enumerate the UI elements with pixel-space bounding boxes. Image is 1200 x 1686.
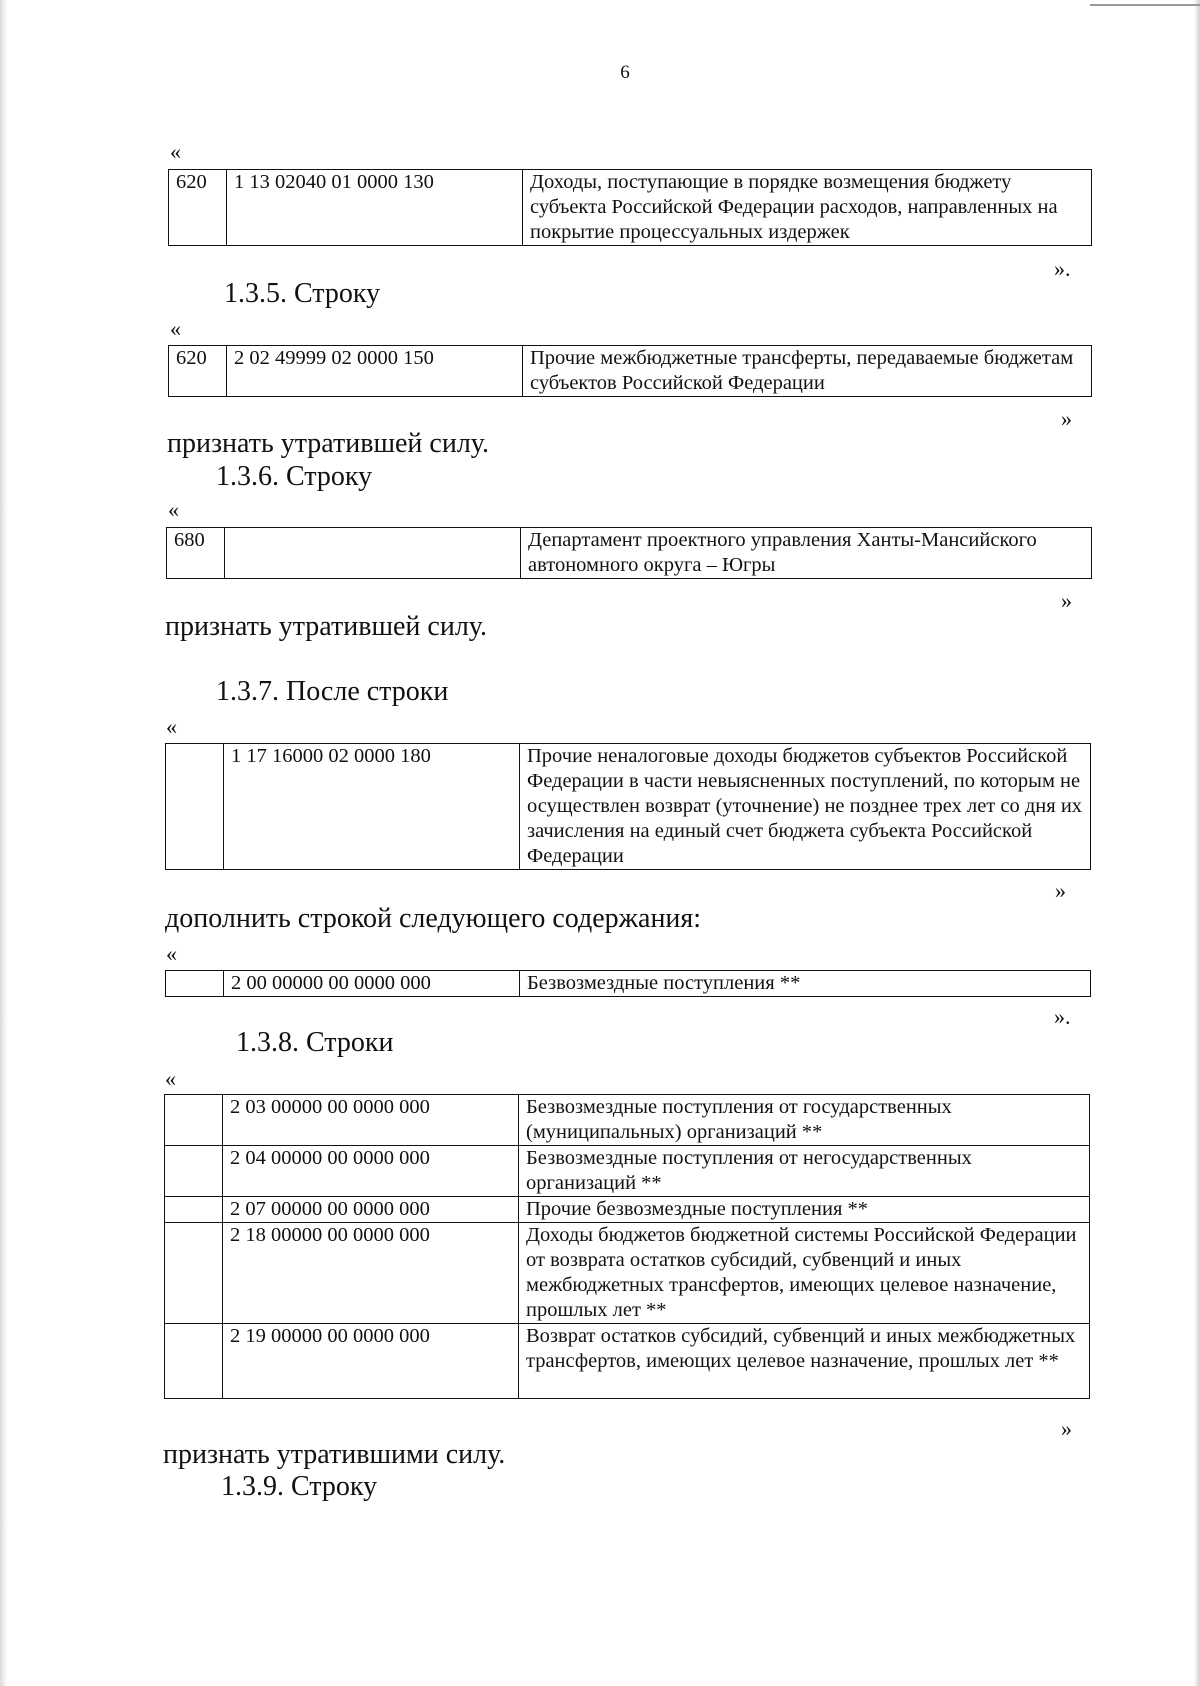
cell-code: 2 02 49999 02 0000 150 xyxy=(227,346,523,397)
cell-num xyxy=(166,744,224,870)
cell-text: Доходы бюджетов бюджетной системы Российской Федерации от возврата остатков субсидий, субвенций и иных межбюджетных трансфертов, имеющих целевое назначение, прошлых лет ** xyxy=(519,1223,1090,1324)
table-row xyxy=(165,1223,1090,1324)
cell-num: 680 xyxy=(167,528,225,579)
cell-code: 1 13 02040 01 0000 130 xyxy=(227,170,523,246)
table-block-6 xyxy=(164,1094,1090,1399)
cell-text: Возврат остатков субсидий, субвенций и иных межбюджетных трансфертов, имеющих целевое назначение, прошлых лет ** xyxy=(519,1324,1090,1399)
cell-text: Безвозмездные поступления от негосударственных организаций ** xyxy=(519,1146,1090,1197)
table-row xyxy=(166,744,1091,870)
heading-1-3-8: 1.3.8. Строки xyxy=(236,1027,394,1058)
quote-open: « xyxy=(166,714,177,739)
cell-text: Департамент проектного управления Ханты-Мансийского автономного округа – Югры xyxy=(521,528,1092,579)
table-row xyxy=(165,1197,1090,1223)
cell-code xyxy=(225,528,521,579)
quote-close: » xyxy=(1055,878,1066,903)
cell-num xyxy=(165,1223,223,1324)
quote-open: « xyxy=(166,941,177,966)
quote-close: ». xyxy=(1054,1004,1071,1029)
cell-code: 2 18 00000 00 0000 000 xyxy=(223,1223,519,1324)
cell-num xyxy=(165,1197,223,1223)
cell-code: 2 04 00000 00 0000 000 xyxy=(223,1146,519,1197)
quote-open: « xyxy=(165,1066,176,1091)
quote-close: » xyxy=(1061,406,1072,431)
cell-code: 2 00 00000 00 0000 000 xyxy=(224,971,520,997)
cell-text: Безвозмездные поступления от государственных (муниципальных) организаций ** xyxy=(519,1095,1090,1146)
cell-code: 1 17 16000 02 0000 180 xyxy=(224,744,520,870)
quote-close: ». xyxy=(1054,256,1071,281)
cell-text: Доходы, поступающие в порядке возмещения бюджету субъекта Российской Федерации расходов, направленных на покрытие процессуальных издержек xyxy=(523,170,1092,246)
cell-text: Безвозмездные поступления ** xyxy=(520,971,1091,997)
cell-num xyxy=(165,1324,223,1399)
text-invalidate-2: признать утратившей силу. xyxy=(165,611,487,642)
quote-close: » xyxy=(1061,1416,1072,1441)
quote-open: « xyxy=(170,316,181,341)
cell-num: 620 xyxy=(169,346,227,397)
table-block-4 xyxy=(165,743,1091,870)
table-block-3 xyxy=(166,527,1092,579)
table-row xyxy=(166,971,1091,997)
scan-edge-left xyxy=(0,0,8,1686)
cell-num xyxy=(165,1095,223,1146)
heading-1-3-9: 1.3.9. Строку xyxy=(221,1471,378,1502)
table-block-1 xyxy=(168,169,1092,246)
table-row xyxy=(165,1324,1090,1399)
cell-text: Прочие межбюджетные трансферты, передаваемые бюджетам субъектов Российской Федерации xyxy=(523,346,1092,397)
text-supplement: дополнить строкой следующего содержания: xyxy=(165,903,702,934)
scan-edge-right xyxy=(1194,0,1200,1686)
cell-num: 620 xyxy=(169,170,227,246)
table-block-2 xyxy=(168,345,1092,397)
page-number: 6 xyxy=(620,62,630,83)
table-row xyxy=(167,528,1092,579)
cell-code: 2 03 00000 00 0000 000 xyxy=(223,1095,519,1146)
quote-open: « xyxy=(168,497,179,522)
quote-close: » xyxy=(1061,588,1072,613)
cell-code: 2 07 00000 00 0000 000 xyxy=(223,1197,519,1223)
table-row xyxy=(169,170,1092,246)
text-invalidate-1: признать утратившей силу. xyxy=(167,428,489,459)
table-row xyxy=(169,346,1092,397)
heading-1-3-7: 1.3.7. После строки xyxy=(216,676,449,707)
table-block-5 xyxy=(165,970,1091,997)
cell-text: Прочие неналоговые доходы бюджетов субъектов Российской Федерации в части невыясненных поступлений, по которым не осуществлен возврат (уточнение) не позднее трех лет со дня их зачисления на единый счет бюджета субъекта Российской Федерации xyxy=(520,744,1091,870)
cell-num xyxy=(166,971,224,997)
table-row xyxy=(165,1146,1090,1197)
heading-1-3-5: 1.3.5. Строку xyxy=(224,278,381,309)
heading-1-3-6: 1.3.6. Строку xyxy=(216,461,373,492)
cell-num xyxy=(165,1146,223,1197)
text-invalidate-3: признать утратившими силу. xyxy=(163,1439,506,1470)
cell-code: 2 19 00000 00 0000 000 xyxy=(223,1324,519,1399)
scan-line-top xyxy=(1090,4,1200,6)
table-row xyxy=(165,1095,1090,1146)
cell-text: Прочие безвозмездные поступления ** xyxy=(519,1197,1090,1223)
quote-open: « xyxy=(170,139,181,164)
